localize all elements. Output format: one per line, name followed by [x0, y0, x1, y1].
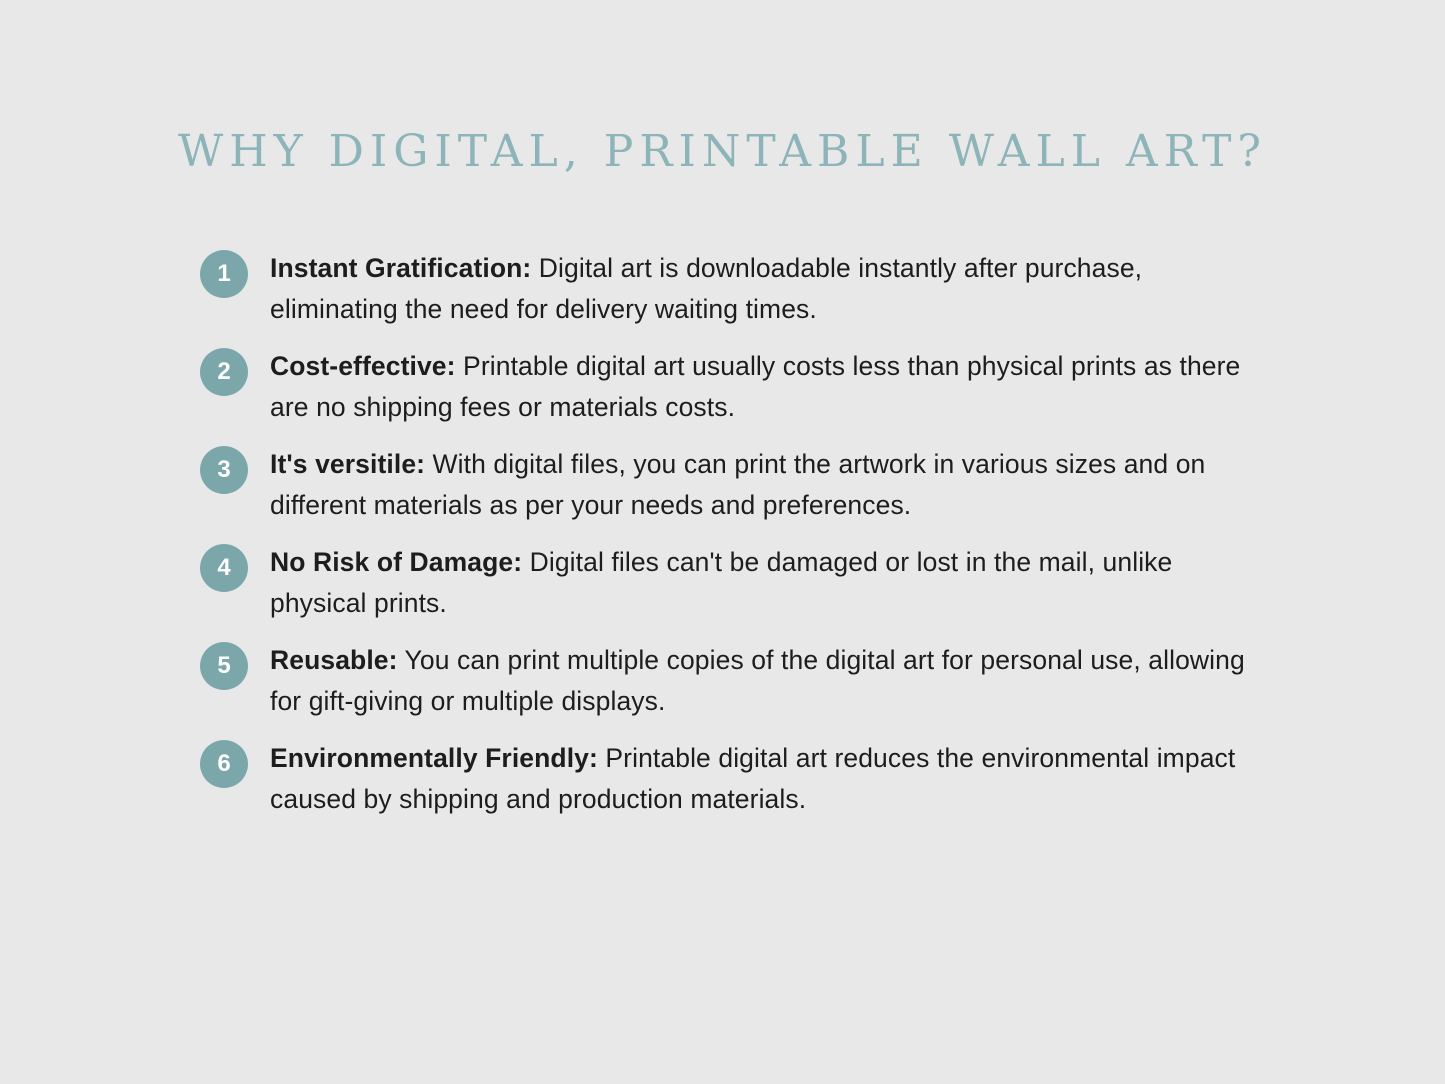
- list-item-text: [270, 640, 1260, 722]
- list-item-number-badge: 5: [200, 642, 248, 690]
- list-item-number-badge: 1: [200, 250, 248, 298]
- benefits-list: [200, 248, 1260, 836]
- list-item-body: You can print multiple copies of the digital art for personal use, allowing for gift-giving or multiple displays.: [270, 645, 1245, 716]
- list-item-lead: It's versitile:: [270, 449, 426, 479]
- list-item-lead: Instant Gratification:: [270, 253, 532, 283]
- list-item: [200, 346, 1260, 428]
- list-item-number-badge: 4: [200, 544, 248, 592]
- list-item-body: Printable digital art usually costs less than physical prints as there are no shipping fees or materials costs.: [270, 351, 1241, 422]
- list-item-number-badge: 3: [200, 446, 248, 494]
- list-item-lead: No Risk of Damage:: [270, 547, 523, 577]
- list-item-body: Digital art is downloadable instantly after purchase, eliminating the need for delivery waiting times.: [270, 253, 1143, 324]
- list-item: [200, 738, 1260, 820]
- list-item-text: [270, 542, 1260, 624]
- list-item-lead: Cost-effective:: [270, 351, 456, 381]
- list-item-text: [270, 738, 1260, 820]
- list-item: [200, 640, 1260, 722]
- list-item-body: Printable digital art reduces the environmental impact caused by shipping and production materials.: [270, 743, 1236, 814]
- list-item: [200, 542, 1260, 624]
- list-item-text: [270, 346, 1260, 428]
- list-item-lead: Reusable:: [270, 645, 398, 675]
- list-item-text: [270, 444, 1260, 526]
- page-title: WHY DIGITAL, PRINTABLE WALL ART?: [177, 126, 1267, 177]
- list-item-number-badge: 2: [200, 348, 248, 396]
- list-item-lead: Environmentally Friendly:: [270, 743, 598, 773]
- list-item-body: Digital files can't be damaged or lost in the mail, unlike physical prints.: [270, 547, 1173, 618]
- list-item-number-badge: 6: [200, 740, 248, 788]
- list-item-text: [270, 248, 1260, 330]
- list-item: [200, 248, 1260, 330]
- list-item-body: With digital files, you can print the artwork in various sizes and on different materials as per your needs and preferences.: [270, 449, 1206, 520]
- list-item: [200, 444, 1260, 526]
